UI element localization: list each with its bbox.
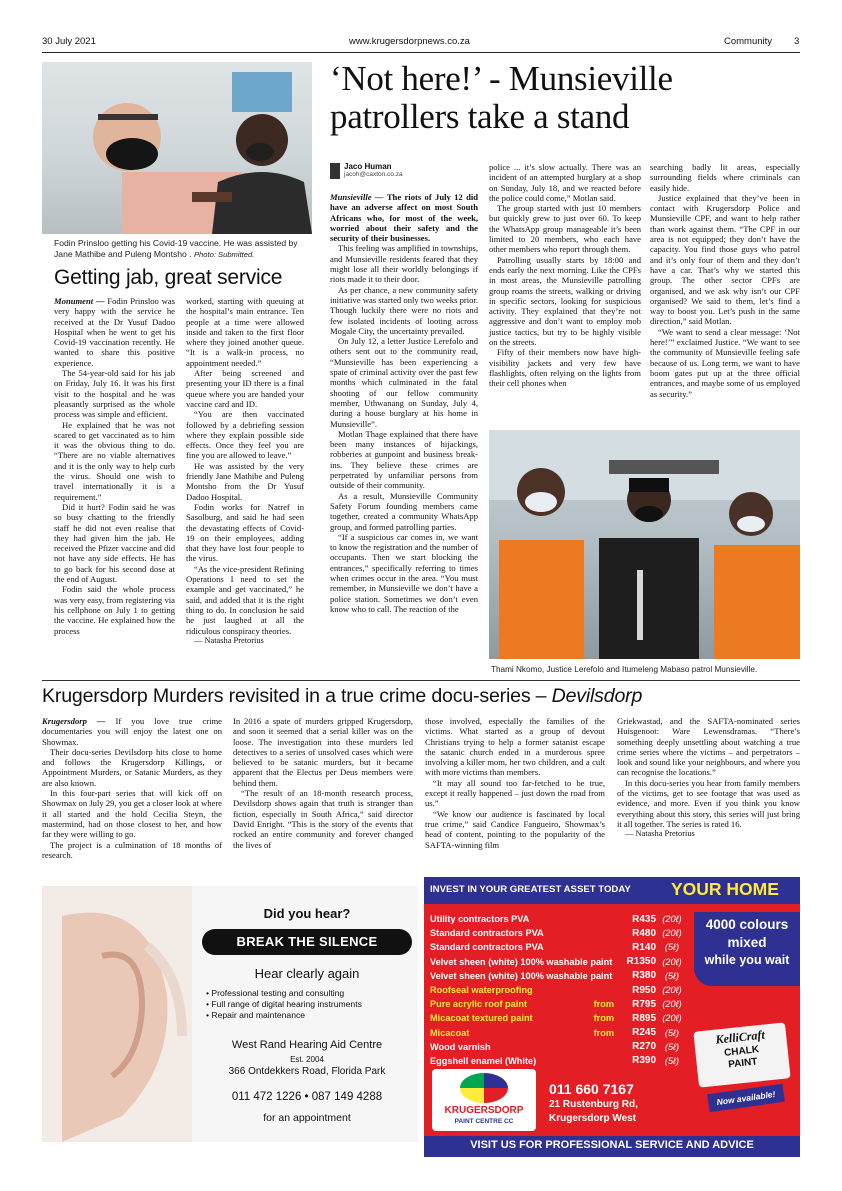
patrol-paragraph: searching badly lit areas, especially surrounding fields where criminals can easily hide. [650, 162, 800, 193]
chalk-line-1: CHALK [723, 1044, 760, 1059]
hearing-banner: BREAK THE SILENCE [202, 929, 412, 955]
jab-paragraph: Did it hurt? Fodin said he was so busy chatting to the friendly staff he did not even realise that they had given him the jab. He received the Pfizer vaccine and did not have any side effects. He has to go back for his second dose at the end of August. [54, 501, 175, 585]
product-price: R380 [632, 970, 656, 982]
product-name: Micacoat textured paint [430, 1013, 533, 1024]
ear-illustration [42, 886, 192, 1142]
patrol-caption: Thami Nkomo, Justice Lerefolo and Itumeleng Mabaso patrol Munsieville. [491, 665, 758, 674]
promo-line-3: while you wait [704, 953, 790, 967]
devilsdorp-kicker: Krugersdorp — [42, 716, 106, 726]
hearing-ad[interactable] [42, 886, 418, 1142]
hearing-phones[interactable]: 011 472 1226 • 087 149 4288 [231, 1091, 383, 1103]
store-sub: PAINT CENTRE CC [454, 1118, 514, 1125]
product-name: Velvet sheen (white) 100% washable paint [430, 970, 613, 981]
vaccine-caption-text: Fodin Prinsloo getting his Covid-19 vaccine. He was assisted by Jane Mathibe and Puleng Montsho . [54, 238, 298, 259]
devilsdorp-paragraph: If you love true crime documentaries you will enjoy the latest one on Showmax. [42, 716, 222, 747]
chalk-brand: KelliCraft [714, 1027, 766, 1047]
patrol-paragraph: “If a suspicious car comes in, we want to know the registration and the number of occupants. Then we start blocking the entrances,” specifically referring to times when crimes occur in the area. “You must remember, in Munsieville we don’t have a police station. Sometimes we don’t even know who to call. The reaction of the [330, 531, 478, 614]
photo-credit: Photo: Submitted. [193, 250, 255, 259]
chalk-paint-badge [693, 1022, 790, 1087]
product-price: R795 [632, 998, 656, 1010]
product-name: Standard contractors PVA [430, 928, 544, 939]
patrol-paragraph: “We want to send a clear message: ‘Not here!’” exclaimed Justice. “We want to see the community of Munsieville feeling safe because of us. Long term, we want to have boom gates put up at the three official entrances, and maybe some of us employed as security.” [650, 326, 800, 399]
price-row [430, 969, 692, 983]
devilsdorp-column-3 [425, 716, 605, 866]
product-quantity: (20ℓ) [662, 1013, 682, 1024]
author-email[interactable]: jacoh@caxton.co.za [344, 171, 403, 178]
price-row [430, 1040, 692, 1054]
patrol-paragraph: Justice explained that they’ve been in contact with Krugersdorp Police and Munsieville CPF, and want to help rather than work against them. “The CPF in our area is not equipped; they don’t have the capacity. You find those guys who patrol and it’s only four of them and they don’t have a car. That’s why we started this group. The other sector CPFs are organised, and we ask why isn’t our CPF organised? We said to them, let’s find a way to boost you. Let’s push in the same direction,” said Motlan. [650, 192, 800, 327]
price-list [430, 912, 692, 1068]
service-item: • Full range of digital hearing instruments [206, 999, 362, 1009]
vaccine-photo [42, 62, 312, 234]
devilsdorp-paragraph: those involved, especially the families of the victims. What started as a group of devout Christians trying to help a former satanist escape the satanic church ended in a murderous spree involving a killer mom, her two children, and a cult with more victims than members. [425, 716, 605, 778]
paint-top-line: INVEST IN YOUR GREATEST ASSET TODAY [430, 884, 631, 895]
section-divider [42, 680, 800, 681]
wall-poster [232, 72, 292, 112]
hearing-est: Est. 2004 [290, 1055, 324, 1064]
product-quantity: (5ℓ) [664, 1027, 680, 1038]
man-glasses [98, 114, 158, 120]
product-name: Pure acrylic roof paint [430, 999, 528, 1010]
baton [637, 570, 643, 640]
patrol-headline: ‘Not here!’ - Munsieville patrollers take a stand [330, 59, 673, 136]
product-price: R950 [632, 984, 656, 996]
patrol-paragraph: As a result, Munsieville Community Safety Forum founding members came together, created a community WhatsApp group, and formed patrolling parties. [330, 490, 478, 532]
man-mask [106, 138, 158, 170]
patrol-paragraph: The group started with just 10 members but quickly grew to just over 60. To keep the WhatsApp group manageable it’s been limited to 20 members, who each have other members who report through them. [489, 203, 641, 255]
price-from: from [593, 999, 614, 1010]
jab-paragraph: He explained that he was not scared to get vaccinated as to him it was the obvious thing to do. “There are no viable alternatives and it is the only way to help curb the virus. Should one wish to travel internationally it is a requirement.” [54, 419, 175, 502]
product-quantity: (5ℓ) [664, 1055, 680, 1066]
patroller-middle-body [599, 538, 699, 659]
devilsdorp-paragraph: “We know our audience is fascinated by local true crime,” said Candice Fangueiro, Showmax’s head of content, pointing to the popularity of the SAFTA-winning film [425, 808, 605, 850]
devilsdorp-paragraph: In this docu-series you hear from family members of the victims, get to see footage that was used as evidence, and more. Even if you think you know everything about this story, this series will just bring it all together. The series is rated 16. [617, 777, 800, 829]
product-quantity: (20ℓ) [662, 914, 682, 925]
price-row [430, 983, 692, 997]
jab-paragraph: The 54-year-old said for his jab on Friday, July 16. It was his first visit to the hospital and he was pleasantly surprised as the whole process was simple and efficient. [54, 368, 175, 420]
promo-line-2: mixed [727, 935, 767, 950]
product-price: R390 [632, 1055, 656, 1067]
jab-paragraph: Fodin Prinsloo was very happy with the service he received at the Dr Yusuf Dadoo Hospital when he went to get his Covid-19 vaccination recently. He wanted to share this positive experience. [54, 296, 175, 368]
devilsdorp-column-1 [42, 716, 222, 866]
service-text: Repair and maintenance [211, 1010, 306, 1020]
devilsdorp-column-2 [233, 716, 413, 866]
patrol-paragraph: As per chance, a new community safety initiative was started only two weeks prior. Though luckily there were no riots and few isolated incidents of looting across Mogale City, the uncertainty prevailed. [330, 284, 478, 336]
product-price: R435 [632, 913, 656, 925]
patroller-right-vest [714, 545, 800, 659]
nurse-arm [192, 192, 232, 202]
product-price: R480 [632, 927, 656, 939]
devilsdorp-paragraph: In 2016 a spate of murders gripped Krugersdorp, and soon it seemed that a serial killer was on the loose. The investigation into these murders led detectives to a series of unsolved cases which were believed to be satanic murders, but it became apparent that the Electus per Deus members were behind them. [233, 716, 413, 788]
product-name: Micacoat [430, 1027, 470, 1038]
patrol-kicker: Munsieville — [330, 192, 384, 202]
devilsdorp-paragraph: In this four-part series that will kick off on Showmax on July 29, you get a closer look at where it all started and the hold Cecilia Steyn, the mastermind, had on those closest to her, and how far they were willing to go. [42, 788, 222, 840]
service-item: • Repair and maintenance [206, 1010, 306, 1020]
jab-column-2 [186, 296, 304, 670]
patrol-column-3 [650, 162, 800, 426]
nurse-body [212, 172, 312, 234]
price-row [430, 997, 692, 1011]
devilsdorp-column-4 [617, 716, 800, 866]
devilsdorp-paragraph: “It may all sound too far-fetched to be true, except it really happened – just down the road from us.” [425, 777, 605, 809]
price-row [430, 940, 692, 954]
jab-kicker: Monument — [54, 296, 105, 306]
jab-paragraph: After being screened and presenting your ID there is a final queue where you are handed your vaccine card and ID. [186, 368, 304, 409]
promo-line-1: 4000 colours [705, 917, 789, 932]
product-quantity: (20ℓ) [662, 956, 682, 967]
hearing-services [206, 988, 416, 1021]
hearing-address: 366 Ontdekkers Road, Florida Park [228, 1066, 386, 1077]
product-name: Velvet sheen (white) 100% washable paint [430, 956, 613, 967]
author-box [330, 161, 480, 181]
jab-paragraph: “As the vice-president Refining Operations I need to set the example and get vaccinated,” he said, and added that it is the right thing to do. In conclusion he said he just laughed at all the ridiculous conspiracy theories. [186, 563, 304, 636]
patrol-column-2 [489, 162, 641, 426]
product-quantity: (5ℓ) [664, 942, 680, 953]
product-name: Eggshell enamel (White) [430, 1055, 537, 1066]
devilsdorp-paragraph: “The result of an 18-month research process, Devilsdorp shows again that truth is stranger than fiction, especially in South Africa,” said director David Enright. “This is the story of the events that rocked an entire community and forever changed the lives of [233, 788, 413, 850]
jab-paragraph: Fodin said the whole process was very easy, from registering via his cellphone on July 1 to getting the vaccine. He explained how the process [54, 584, 175, 636]
hearing-question: Did you hear? [263, 906, 351, 921]
devilsdorp-headline [42, 685, 812, 708]
product-name: Utility contractors PVA [430, 914, 530, 925]
patrol-lead: The riots of July 12 did have an adverse affect on most South Africans who, for most of the week, worried about their safety and the security of their businesses. [330, 192, 479, 244]
patroller-middle-mask [635, 506, 663, 522]
hearing-company: West Rand Hearing Aid Centre [231, 1039, 383, 1051]
jab-paragraph: Fodin works for Natref in Sasolburg, and said he had seen the devastating effects of Covid-19 on their employees, adding that they have lost four people to the virus. [186, 501, 304, 564]
devilsdorp-title-italic: Devilsdorp [551, 685, 643, 707]
devilsdorp-paragraph: The project is a culmination of 18 months of research. [42, 839, 222, 860]
paint-ad[interactable] [424, 877, 800, 1157]
patrol-illustration [489, 430, 800, 659]
product-price: R245 [632, 1027, 656, 1039]
site-url[interactable]: www.krugersdorpnews.co.za [349, 36, 470, 47]
product-price: R270 [632, 1041, 656, 1053]
service-text: Professional testing and consulting [211, 988, 345, 998]
section-name: Community [724, 36, 773, 47]
product-price: R895 [632, 1012, 656, 1024]
devilsdorp-headline-text: Krugersdorp Murders revisited in a true crime docu-series – [42, 685, 547, 707]
hearing-tagline: Hear clearly again [254, 966, 360, 981]
product-name: Wood varnish [430, 1041, 491, 1052]
product-quantity: (20ℓ) [662, 985, 682, 996]
service-item: • Professional testing and consulting [206, 988, 345, 998]
product-price: R140 [632, 941, 656, 953]
patrol-paragraph: This feeling was amplified in townships, and Munsieville residents feared that they might lose all their worldly belongings if riots made it to their door. [330, 243, 478, 285]
vaccine-illustration [42, 62, 312, 234]
product-quantity: (20ℓ) [662, 928, 682, 939]
jab-column-1 [54, 296, 175, 670]
patrol-paragraph: Patrolling usually starts by 18:00 and ends early the next morning. Like the CPFs in most areas, the Munsieville patrolling group roams the streets, walking or driving in specific sectors, looking for suspicious activity. They explained that they’re not aggressive and don’t want to employ mob justice tactics, but try to be highly visible on the streets. [489, 254, 641, 348]
chalk-line-2: PAINT [727, 1056, 759, 1071]
shelter-roof [609, 460, 719, 474]
patrol-paragraph: On July 12, a letter Justice Lerefolo and others sent out to the community read, “Munsieville has been experiencing a spate of criminal activity over the past few months which culminated in the fatal shooting of our fellow community member, Uthwanang on Sunday, July 4, during a house burglary at his home in Munsieville”. [330, 336, 478, 429]
now-available-badge: Now available! [707, 1084, 785, 1112]
store-logo [432, 1069, 536, 1131]
price-row [430, 955, 692, 969]
store-address-1: 21 Rustenburg Rd, [549, 1099, 638, 1110]
issue-date: 30 July 2021 [42, 36, 96, 47]
paint-footer: VISIT US FOR PROFESSIONAL SERVICE AND ADVICE [470, 1139, 754, 1151]
author-name: Jaco Human [344, 162, 392, 171]
price-row [430, 912, 692, 926]
product-name: Standard contractors PVA [430, 942, 544, 953]
price-row [430, 926, 692, 940]
store-name: KRUGERSDORP [444, 1105, 524, 1116]
jab-byline: — Natasha Pretorius [194, 635, 264, 645]
product-name: Roofseal waterproofing [430, 985, 533, 996]
patrol-photo [489, 430, 800, 659]
patroller-left-vest [499, 540, 584, 659]
page-header [42, 36, 800, 50]
header-rule [42, 52, 800, 53]
devilsdorp-byline: — Natasha Pretorius [625, 829, 695, 839]
devilsdorp-paragraph: Their docu-series Devilsdorp hits close to home and follows the Krugersdorp Killings, or Appointment Murders, or Satanic Murders, as they are also known. [42, 746, 222, 788]
product-price: R1350 [626, 956, 656, 968]
hearing-appointment: for an appointment [263, 1112, 351, 1124]
author-avatar [330, 163, 340, 179]
service-text: Full range of digital hearing instruments [211, 999, 362, 1009]
patroller-right-mask [737, 516, 765, 532]
beanie [629, 478, 669, 492]
price-row [430, 1011, 692, 1025]
paint-top-big: YOUR HOME [671, 879, 779, 899]
devilsdorp-paragraph: Griekwastad, and the SAFTA-nominated series Huisgenoot: Ware Lewensdramas. “There’s something deeply unsettling about watching a true crime series where the victims – and perpetrators – look and sound like your neighbours, and where you can recognise the locations.” [617, 716, 800, 778]
logo-swoosh [460, 1073, 508, 1103]
store-phone[interactable]: 011 660 7167 [549, 1081, 634, 1097]
price-row [430, 1026, 692, 1040]
store-address-2: Krugersdorp West [549, 1113, 637, 1124]
product-quantity: (5ℓ) [664, 970, 680, 981]
jab-paragraph: “You are then vaccinated followed by a debriefing session where they explain possible side effects. Once they feel you are fine you are allowed to leave.” [186, 409, 304, 461]
price-from: from [593, 1027, 614, 1038]
price-from: from [593, 1013, 614, 1024]
jab-headline: Getting jab, great service [54, 266, 283, 289]
price-row [430, 1054, 692, 1068]
nurse-mask [246, 143, 274, 161]
vaccine-caption [54, 238, 304, 260]
patrol-paragraph: Fifty of their members now have high-visibility jackets and very few have flashlights, often relying on the lights from their cell phones when [489, 347, 641, 389]
jab-paragraph: worked, starting with queuing at the hospital’s main entrance. Ten people at a time were allowed inside and taken to the first floor where they joined another queue. “It is a walk-in process, no appointment needed.” [186, 296, 304, 368]
jab-paragraph: He was assisted by the very friendly Jane Mathibe and Puleng Montsho from the Dr Yusuf Dadoo Hospital. [186, 460, 304, 502]
product-quantity: (20ℓ) [662, 999, 682, 1010]
page-number: 3 [794, 36, 800, 47]
patrol-paragraph: Motlan Thage explained that there have been many instances of hijackings, robberies at gunpoint and business break-ins. They believe these crimes are perpetrated by unfamiliar persons from outside of their community. [330, 428, 478, 491]
patrol-paragraph: police ... it’s slow actually. There was an incident of an attempted burglary at a shop on Sunday, July 18, and we reacted before the police could come,” Motlan said. [489, 162, 641, 203]
patroller-left-mask [525, 492, 557, 512]
patrol-column-1 [330, 192, 478, 677]
product-quantity: (5ℓ) [664, 1041, 680, 1052]
